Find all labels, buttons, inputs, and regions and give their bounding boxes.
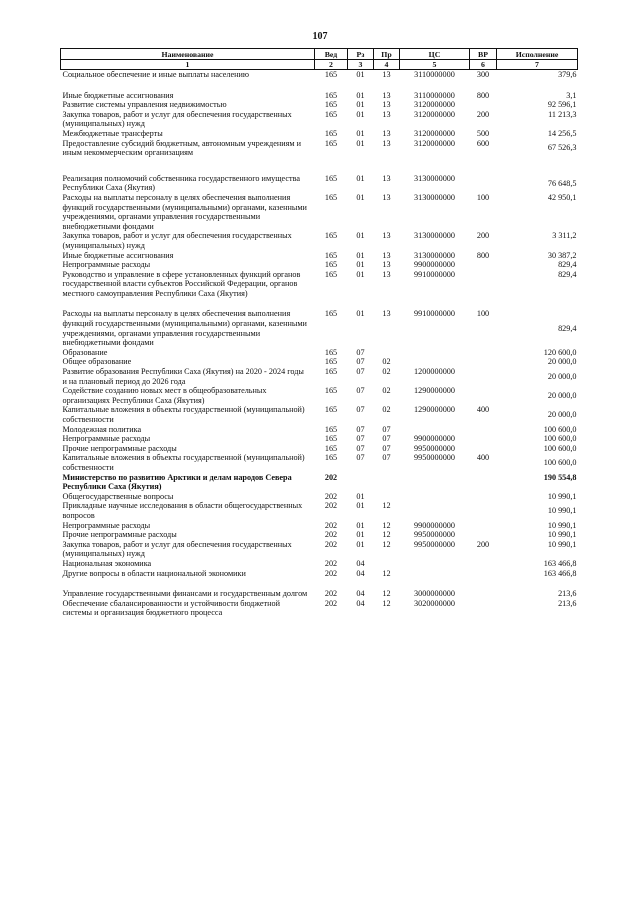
row-pr: 12: [382, 520, 391, 530]
row-cs: 3130000000: [414, 231, 455, 241]
row-pr: [374, 348, 400, 358]
row-pr: 02: [382, 386, 391, 396]
row-pr: 12: [382, 530, 391, 540]
row-amount: 10 990,1: [547, 530, 577, 540]
row-rz: 04: [356, 598, 365, 608]
header-pr: Пр: [374, 49, 400, 60]
row-name: Иные бюджетные ассигнования: [62, 250, 174, 260]
table-body: [61, 70, 578, 618]
row-pr: 12: [382, 539, 391, 549]
row-name: Расходы на выплаты персоналу в целях обеспечения выполнения функций государственными (муниципальными) органами, казенными учреждениями, органами управления государственными внебюджетными фондами: [62, 192, 307, 231]
row-vr: [470, 348, 497, 358]
row-pr: 07: [382, 434, 391, 444]
row-rz: 07: [356, 443, 365, 453]
row-cs: [400, 425, 470, 435]
row-name: Развитие системы управления недвижимостью: [62, 100, 227, 110]
row-name: Закупка товаров, работ и услуг для обеспечения государственных (муниципальных) нужд: [62, 231, 292, 250]
row-amount: 213,6: [558, 598, 577, 608]
header-row: [61, 49, 578, 60]
column-number: 4: [374, 60, 400, 70]
row-name: Иные бюджетные ассигнования: [62, 90, 174, 100]
row-cs: 3130000000: [414, 192, 455, 202]
column-number: 7: [497, 60, 578, 70]
column-number: 2: [315, 60, 348, 70]
header-amount: Исполнение: [497, 49, 578, 60]
row-cs: 1200000000: [414, 367, 455, 377]
row-amount: 100 600,0: [543, 458, 577, 468]
table-row: [61, 386, 578, 405]
row-ved: 165: [324, 231, 338, 241]
row-ved: 165: [324, 109, 338, 119]
row-vr: [470, 473, 497, 492]
row-pr: 13: [382, 90, 391, 100]
table-row: [61, 367, 578, 386]
row-cs: 3120000000: [414, 100, 455, 110]
row-ved: 165: [324, 357, 338, 367]
row-cs: [400, 559, 470, 569]
row-cs: 9900000000: [414, 434, 455, 444]
row-ved: 165: [324, 260, 338, 270]
row-amount: 100 600,0: [543, 443, 577, 453]
row-amount: 10 990,1: [547, 520, 577, 530]
row-ved: 165: [324, 138, 338, 148]
table-row: [61, 100, 578, 110]
row-name: Капитальные вложения в объекты государственной (муниципальной) собственности: [62, 405, 305, 424]
row-pr: [374, 559, 400, 569]
header-name: Наименование: [61, 49, 315, 60]
row-ved: 165: [324, 70, 338, 79]
row-name: Прочие непрограммные расходы: [62, 443, 177, 453]
row-name: Обеспечение сбалансированности и устойчивости бюджетной системы и организация бюджетного процесса: [62, 598, 280, 618]
row-cs: [400, 501, 470, 520]
row-ved: 165: [324, 386, 338, 396]
table-row: [61, 405, 578, 424]
row-cs: 9950000000: [414, 443, 455, 453]
column-number: 1: [61, 60, 315, 70]
row-cs: [400, 348, 470, 358]
row-name: Руководство и управление в сфере установленных функций органов государственной власти субъектов Российской Федерации, органов местного самоуправления Республики Саха (Якутия): [62, 269, 301, 298]
row-vr: [470, 100, 497, 110]
row-rz: 01: [356, 70, 365, 79]
row-pr: 12: [382, 501, 391, 511]
row-amount: 163 466,8: [543, 568, 577, 578]
row-ved: 165: [324, 192, 338, 202]
row-vr: [470, 425, 497, 435]
table-row: [61, 348, 578, 358]
table-row: [61, 193, 578, 231]
row-rz: 01: [356, 109, 365, 119]
row-rz: 07: [356, 347, 365, 357]
row-vr: [470, 559, 497, 569]
row-vr: [470, 270, 497, 299]
row-vr: [470, 569, 497, 579]
table-row: [61, 139, 578, 158]
table-row: [61, 501, 578, 520]
row-cs: [400, 473, 470, 492]
row-pr: 07: [382, 424, 391, 434]
row-rz: 01: [356, 128, 365, 138]
row-ved: 165: [324, 367, 338, 377]
row-rz: 04: [356, 589, 365, 599]
row-ved: 202: [324, 491, 338, 501]
row-pr: 13: [382, 70, 391, 79]
row-amount: 10 990,1: [547, 506, 577, 516]
row-name: Закупка товаров, работ и услуг для обеспечения государственных (муниципальных) нужд: [62, 109, 292, 129]
row-ved: 202: [324, 501, 338, 511]
row-name: Капитальные вложения в объекты государственной (муниципальной) собственности: [62, 453, 305, 472]
budget-table: [60, 48, 578, 618]
row-pr: 13: [382, 192, 391, 202]
row-pr: 02: [382, 367, 391, 377]
table-row: [61, 434, 578, 444]
header-vr: ВР: [470, 49, 497, 60]
row-ved: 165: [324, 90, 338, 100]
row-vr: [470, 530, 497, 540]
table-row: [61, 569, 578, 579]
row-cs: 3130000000: [414, 173, 455, 183]
header-rz: Рз: [348, 49, 374, 60]
row-vr: 400: [476, 405, 490, 415]
row-pr: 13: [382, 138, 391, 148]
row-rz: 07: [356, 386, 365, 396]
row-ved: 202: [324, 472, 338, 482]
row-amount: 3 311,2: [552, 231, 577, 241]
row-pr: 13: [382, 250, 391, 260]
row-vr: [470, 492, 497, 502]
row-ved: 202: [324, 530, 338, 540]
table-row: [61, 559, 578, 569]
table-row: [61, 80, 578, 101]
row-cs: [400, 492, 470, 502]
row-cs: 3110000000: [414, 70, 455, 79]
table-row: [61, 453, 578, 472]
row-amount: 3,1: [566, 90, 577, 100]
row-rz: 01: [356, 100, 365, 110]
row-cs: 3120000000: [414, 109, 455, 119]
row-cs: 9950000000: [414, 539, 455, 549]
row-ved: 202: [324, 598, 338, 608]
row-ved: 202: [324, 520, 338, 530]
row-amount: 92 596,1: [547, 100, 577, 110]
row-pr: 07: [382, 443, 391, 453]
row-cs: 9910000000: [414, 309, 455, 319]
row-rz: 07: [356, 405, 365, 415]
row-name: Образование: [62, 347, 108, 357]
row-name: Общегосударственные вопросы: [62, 491, 174, 501]
table-row: [61, 425, 578, 435]
row-rz: 01: [356, 138, 365, 148]
row-vr: [470, 434, 497, 444]
row-name: Реализация полномочий собственника государственного имущества Республики Саха (Якутия): [62, 173, 300, 193]
row-vr: [470, 578, 497, 599]
row-rz: 07: [356, 434, 365, 444]
row-rz: 01: [356, 491, 365, 501]
row-amount: 829,4: [558, 323, 577, 333]
row-rz: 01: [356, 269, 365, 279]
row-name: Прочие непрограммные расходы: [62, 530, 177, 540]
row-cs: 9900000000: [414, 260, 455, 270]
row-rz: 07: [356, 367, 365, 377]
row-name: Национальная экономика: [62, 558, 152, 568]
row-rz: 01: [356, 530, 365, 540]
row-vr: 200: [476, 231, 490, 241]
table-row: [61, 260, 578, 270]
row-amount: 829,4: [558, 260, 577, 270]
row-cs: 3130000000: [414, 250, 455, 260]
row-vr: 200: [476, 109, 490, 119]
row-cs: 3000000000: [414, 589, 455, 599]
row-rz: 01: [356, 192, 365, 202]
row-amount: 213,6: [558, 589, 577, 599]
row-vr: [470, 386, 497, 405]
row-cs: 3110000000: [414, 90, 455, 100]
row-cs: [400, 357, 470, 367]
table-row: [61, 129, 578, 139]
table-row: [61, 492, 578, 502]
row-ved: 165: [324, 173, 338, 183]
row-ved: 165: [324, 405, 338, 415]
row-pr: 02: [382, 357, 391, 367]
row-vr: 400: [476, 453, 490, 463]
column-number: 5: [400, 60, 470, 70]
row-name: Общее образование: [62, 357, 132, 367]
row-amount: 100 600,0: [543, 434, 577, 444]
table-row: [61, 599, 578, 618]
row-ved: 202: [324, 568, 338, 578]
row-ved: 165: [324, 424, 338, 434]
row-pr: [374, 492, 400, 502]
row-vr: [470, 599, 497, 618]
row-amount: 10 990,1: [547, 491, 577, 501]
row-rz: 01: [356, 501, 365, 511]
row-amount: 20 000,0: [547, 391, 577, 401]
column-number-row: [61, 60, 578, 70]
row-vr: 600: [476, 138, 490, 148]
table-row: [61, 530, 578, 540]
row-pr: 13: [382, 269, 391, 279]
row-pr: 07: [382, 453, 391, 463]
row-ved: 165: [324, 269, 338, 279]
row-amount: 67 526,3: [547, 143, 577, 153]
row-ved: 202: [324, 539, 338, 549]
row-rz: 01: [356, 250, 365, 260]
row-vr: 800: [476, 250, 490, 260]
row-ved: 165: [324, 100, 338, 110]
row-cs: 1290000000: [414, 386, 455, 396]
row-amount: 120 600,0: [543, 347, 577, 357]
row-pr: 12: [382, 568, 391, 578]
table-row: [61, 578, 578, 599]
row-vr: [470, 260, 497, 270]
table-row: [61, 473, 578, 492]
row-amount: 14 256,5: [547, 128, 577, 138]
row-ved: 165: [324, 309, 338, 319]
table-row: [61, 298, 578, 347]
row-ved: 202: [324, 558, 338, 568]
row-vr: [470, 501, 497, 520]
row-name: Другие вопросы в области национальной экономики: [62, 568, 246, 578]
row-pr: 13: [382, 109, 391, 119]
row-pr: 02: [382, 405, 391, 415]
row-ved: 165: [324, 453, 338, 463]
row-vr: 100: [476, 309, 490, 319]
row-amount: 10 990,1: [547, 539, 577, 549]
row-pr: 13: [382, 128, 391, 138]
row-rz: 01: [356, 231, 365, 241]
row-name: Управление государственными финансами и государственным долгом: [62, 589, 308, 599]
row-cs: 3120000000: [414, 128, 455, 138]
row-amount: 190 554,8: [543, 472, 577, 482]
row-vr: 300: [476, 70, 490, 79]
row-vr: 200: [476, 539, 490, 549]
row-rz: 07: [356, 357, 365, 367]
table-row: [61, 158, 578, 193]
row-name: Социальное обеспечение и иные выплаты населению: [62, 70, 249, 79]
row-vr: [470, 444, 497, 454]
row-amount: 76 648,5: [547, 178, 577, 188]
row-name: Молодежная политика: [62, 424, 142, 434]
row-rz: 01: [356, 539, 365, 549]
row-name: Закупка товаров, работ и услуг для обеспечения государственных (муниципальных) нужд: [62, 539, 292, 559]
row-cs: 9950000000: [414, 453, 455, 463]
row-amount: 20 000,0: [547, 410, 577, 420]
row-amount: 42 950,1: [547, 192, 577, 202]
row-amount: 100 600,0: [543, 424, 577, 434]
table-row: [61, 357, 578, 367]
table-row: [61, 110, 578, 129]
row-ved: 165: [324, 347, 338, 357]
row-rz: 07: [356, 453, 365, 463]
row-ved: 165: [324, 434, 338, 444]
row-rz: 01: [356, 260, 365, 270]
row-name: Содействие созданию новых мест в общеобразовательных организациях Республики Саха (Якутия): [62, 386, 267, 405]
row-pr: 13: [382, 231, 391, 241]
table-header: [61, 49, 578, 70]
row-amount: 829,4: [558, 269, 577, 279]
row-pr: [374, 473, 400, 492]
row-cs: 3120000000: [414, 138, 455, 148]
column-number: 6: [470, 60, 497, 70]
row-vr: [470, 158, 497, 193]
column-number: 3: [348, 60, 374, 70]
row-vr: [470, 521, 497, 531]
row-cs: 9900000000: [414, 520, 455, 530]
row-pr: 12: [382, 598, 391, 608]
row-rz: 01: [356, 90, 365, 100]
row-cs: [400, 569, 470, 579]
row-rz: [348, 473, 374, 492]
row-cs: 9950000000: [414, 530, 455, 540]
table-row: [61, 70, 578, 80]
row-amount: 163 466,8: [543, 558, 577, 568]
row-amount: 379,6: [558, 70, 577, 79]
row-name: Непрограммные расходы: [62, 434, 151, 444]
table-row: [61, 444, 578, 454]
header-ved: Вед: [315, 49, 348, 60]
row-rz: 01: [356, 520, 365, 530]
row-name: Межбюджетные трансферты: [62, 128, 163, 138]
row-pr: 13: [382, 100, 391, 110]
row-amount: 30 387,2: [547, 250, 577, 260]
row-amount: 20 000,0: [547, 371, 577, 381]
row-ved: 165: [324, 250, 338, 260]
row-name: Предоставление субсидий бюджетным, автономным учреждениям и иным некоммерческим организациям: [62, 138, 301, 158]
row-name: Расходы на выплаты персоналу в целях обеспечения выполнения функций государственными (муниципальными) органами, казенными учреждениями, органами управления государственными внебюджетными фондами: [62, 309, 307, 348]
row-vr: [470, 367, 497, 386]
page-number: 107: [312, 31, 328, 42]
row-rz: 04: [356, 568, 365, 578]
table-row: [61, 540, 578, 559]
row-pr: 13: [382, 260, 391, 270]
row-rz: 07: [356, 424, 365, 434]
row-name: Министерство по развитию Арктики и делам народов Севера Республики Саха (Якутия): [62, 472, 292, 492]
header-cs: ЦС: [400, 49, 470, 60]
row-amount: 11 213,3: [548, 109, 577, 119]
row-name: Непрограммные расходы: [62, 260, 151, 270]
table-row: [61, 231, 578, 250]
row-pr: 13: [382, 173, 391, 183]
row-vr: 500: [476, 128, 490, 138]
row-cs: 1290000000: [414, 405, 455, 415]
row-ved: 165: [324, 443, 338, 453]
row-name: Непрограммные расходы: [62, 520, 151, 530]
row-rz: 01: [356, 173, 365, 183]
row-cs: 9910000000: [414, 269, 455, 279]
row-rz: 04: [356, 558, 365, 568]
row-pr: 12: [382, 589, 391, 599]
row-rz: 01: [356, 309, 365, 319]
row-ved: 202: [324, 589, 338, 599]
row-vr: 100: [476, 192, 490, 202]
row-amount: 20 000,0: [547, 357, 577, 367]
table-row: [61, 521, 578, 531]
row-vr: 800: [476, 90, 490, 100]
row-cs: 3020000000: [414, 598, 455, 608]
row-ved: 165: [324, 128, 338, 138]
row-name: Развитие образования Республики Саха (Якутия) на 2020 - 2024 годы и на плановый период до 2026 года: [62, 367, 304, 386]
table-row: [61, 270, 578, 299]
row-vr: [470, 357, 497, 367]
table-row: [61, 251, 578, 261]
row-name: Прикладные научные исследования в области общегосударственных вопросов: [62, 501, 303, 520]
row-pr: 13: [382, 309, 391, 319]
